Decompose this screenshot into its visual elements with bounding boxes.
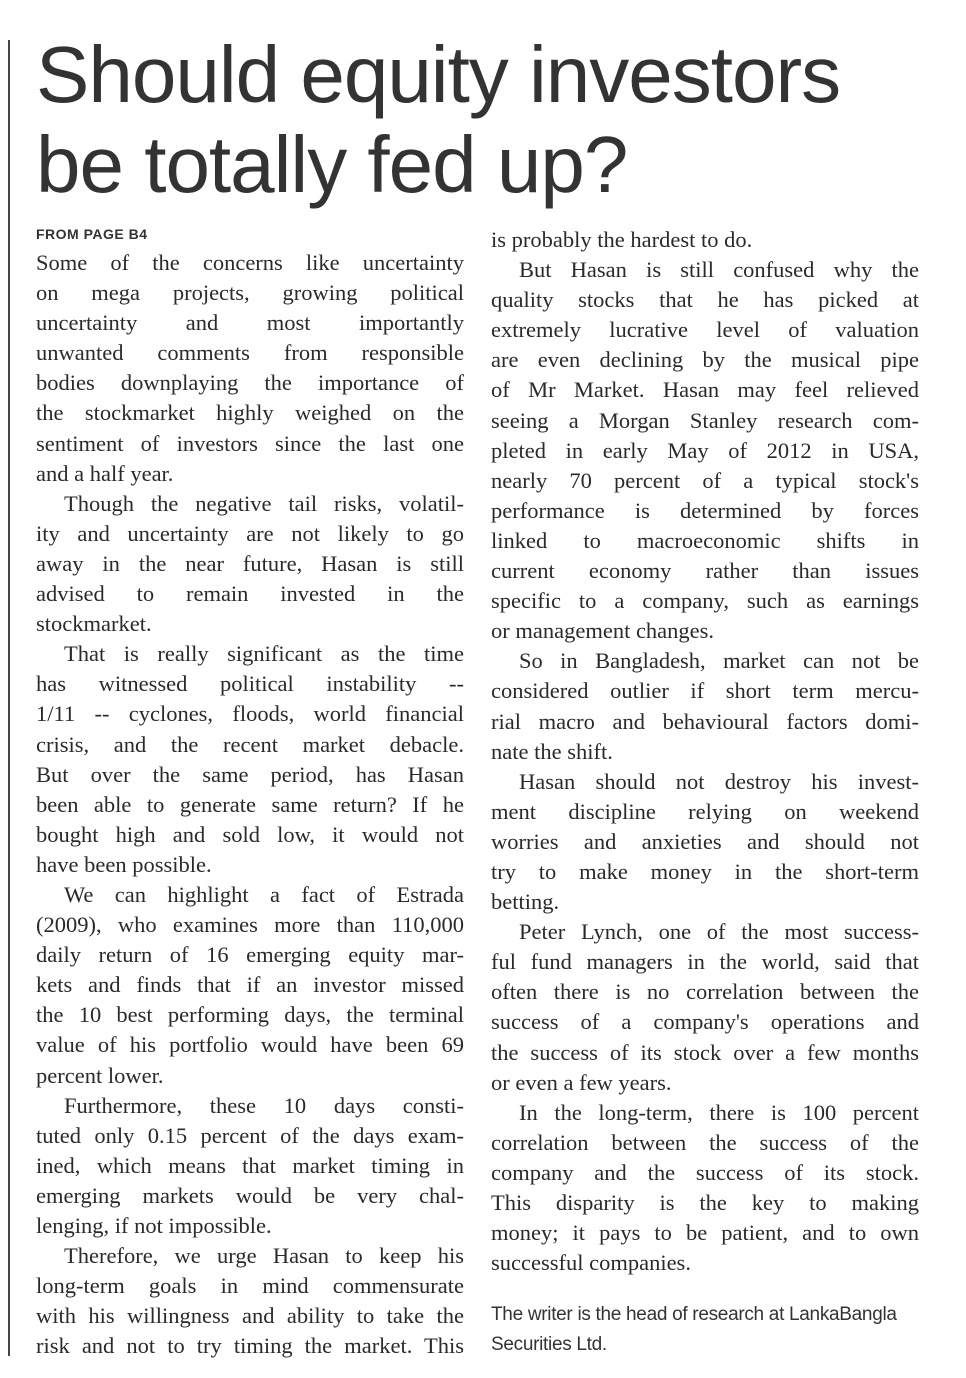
text-line: kets and finds that if an investor missed [36, 972, 464, 998]
text-line: is probably the hardest to do. [491, 227, 753, 252]
text-line: In the long-term, there is 100 percent [519, 1099, 919, 1125]
text-line: with his willingness and ability to take the [36, 1303, 464, 1329]
text-line: are even declining by the musical pipe [491, 347, 919, 373]
text-line: tuted only 0.15 percent of the days exam- [36, 1122, 464, 1148]
text-line: Peter Lynch, one of the most success- [519, 919, 919, 945]
text-line: try to make money in the short-term [491, 858, 919, 884]
text-line: So in Bangladesh, market can not be [519, 648, 919, 674]
author-note-line: Securities Ltd. [491, 1334, 607, 1355]
article-column-right [491, 225, 919, 1278]
text-line: ity and uncertainty are not likely to go [36, 520, 464, 546]
text-line: advised to remain invested in the [36, 581, 464, 607]
paragraph [491, 225, 919, 255]
headline-line-2: be totally fed up? [36, 120, 628, 209]
text-line: been able to generate same return? If he [36, 791, 464, 817]
text-line: Hasan should not destroy his invest- [519, 768, 919, 794]
text-line: the success of its stock over a few months [491, 1039, 919, 1065]
text-line: performance is determined by forces [491, 497, 919, 523]
text-line: stockmarket. [36, 611, 152, 637]
paragraph [491, 1098, 919, 1279]
text-line: But over the same period, has Hasan [36, 761, 464, 787]
paragraph [491, 255, 919, 646]
text-line: rial macro and behavioural factors domi- [491, 708, 919, 734]
paragraph [36, 1241, 464, 1361]
text-line: crisis, and the recent market debacle. [36, 731, 464, 757]
text-line: lenging, if not impossible. [36, 1213, 272, 1238]
text-line: betting. [491, 889, 560, 915]
text-line: Furthermore, these 10 days consti- [64, 1092, 464, 1118]
column-rule [8, 40, 10, 1356]
text-line: We can highlight a fact of Estrada [64, 881, 464, 907]
text-line: extremely lucrative level of valuation [491, 317, 919, 343]
text-line: specific to a company, such as earnings [491, 588, 919, 614]
text-line: value of his portfolio would have been 69 [36, 1032, 464, 1058]
page-reference: FROM PAGE B4 [36, 226, 148, 242]
text-line: But Hasan is still confused why the [519, 257, 919, 283]
text-line: seeing a Morgan Stanley research com- [491, 407, 919, 433]
headline [36, 30, 936, 210]
text-line: company and the success of its stock. [491, 1159, 919, 1185]
text-line: and a half year. [36, 460, 174, 486]
text-line: nate the shift. [491, 738, 613, 764]
text-line: bodies downplaying the importance of [36, 370, 464, 396]
text-line: current economy rather than issues [491, 558, 919, 584]
text-line: success of a company's operations and [491, 1009, 919, 1035]
paragraph [36, 1091, 464, 1241]
text-line: worries and anxieties and should not [491, 828, 919, 854]
text-line: (2009), who examines more than 110,000 [36, 912, 464, 938]
text-line: the stockmarket highly weighed on the [36, 400, 464, 426]
text-line: on mega projects, growing political [36, 280, 464, 306]
text-line: or management changes. [491, 618, 715, 644]
paragraph [491, 917, 919, 1098]
paragraph [491, 767, 919, 917]
paragraph [36, 489, 464, 639]
text-line: This disparity is the key to making [491, 1190, 919, 1215]
text-line: sentiment of investors since the last one [36, 430, 464, 456]
text-line: money; it pays to be patient, and to own [491, 1220, 919, 1246]
text-line: of Mr Market. Hasan may feel relieved [491, 377, 919, 403]
text-line: daily return of 16 emerging equity mar- [36, 942, 464, 968]
text-line: quality stocks that he has picked at [491, 287, 919, 313]
article-column-left [36, 248, 464, 1361]
text-line: long-term goals in mind commensurate [36, 1273, 464, 1299]
text-line: percent lower. [36, 1062, 164, 1088]
text-line: Therefore, we urge Hasan to keep his [64, 1243, 464, 1269]
text-line: Some of the concerns like uncertainty [36, 250, 464, 275]
text-line: ful fund managers in the world, said that [491, 949, 919, 975]
text-line: away in the near future, Hasan is still [36, 550, 464, 576]
text-line: or even a few years. [491, 1069, 672, 1095]
text-line: has witnessed political instability -- [36, 671, 464, 697]
paragraph [491, 646, 919, 766]
paragraph [36, 880, 464, 1091]
text-line: That is really significant as the time [64, 641, 464, 667]
text-line: considered outlier if short term mercu- [491, 678, 919, 704]
text-line: successful companies. [491, 1250, 691, 1276]
paragraph [36, 248, 464, 489]
text-line: nearly 70 percent of a typical stock's [491, 467, 919, 493]
text-line: unwanted comments from responsible [36, 340, 464, 366]
text-line: linked to macroeconomic shifts in [491, 527, 919, 553]
text-line: Though the negative tail risks, volatil- [64, 490, 464, 516]
author-note-line: The writer is the head of research at LankaBangla [491, 1304, 897, 1325]
text-line: risk and not to try timing the market. This [36, 1333, 464, 1359]
text-line: often there is no correlation between the [491, 979, 919, 1005]
text-line: have been possible. [36, 851, 212, 877]
text-line: ment discipline relying on weekend [491, 798, 919, 824]
paragraph [36, 639, 464, 880]
text-line: ined, which means that market timing in [36, 1152, 464, 1178]
text-line: the 10 best performing days, the terminal [36, 1002, 464, 1028]
headline-line-1: Should equity investors [36, 30, 841, 119]
text-line: bought high and sold low, it would not [36, 821, 464, 847]
author-note [491, 1300, 931, 1360]
text-line: correlation between the success of the [491, 1129, 919, 1155]
text-line: uncertainty and most importantly [36, 310, 464, 336]
text-line: emerging markets would be very chal- [36, 1182, 464, 1208]
text-line: pleted in early May of 2012 in USA, [491, 437, 919, 463]
text-line: 1/11 -- cyclones, floods, world financial [36, 701, 464, 727]
